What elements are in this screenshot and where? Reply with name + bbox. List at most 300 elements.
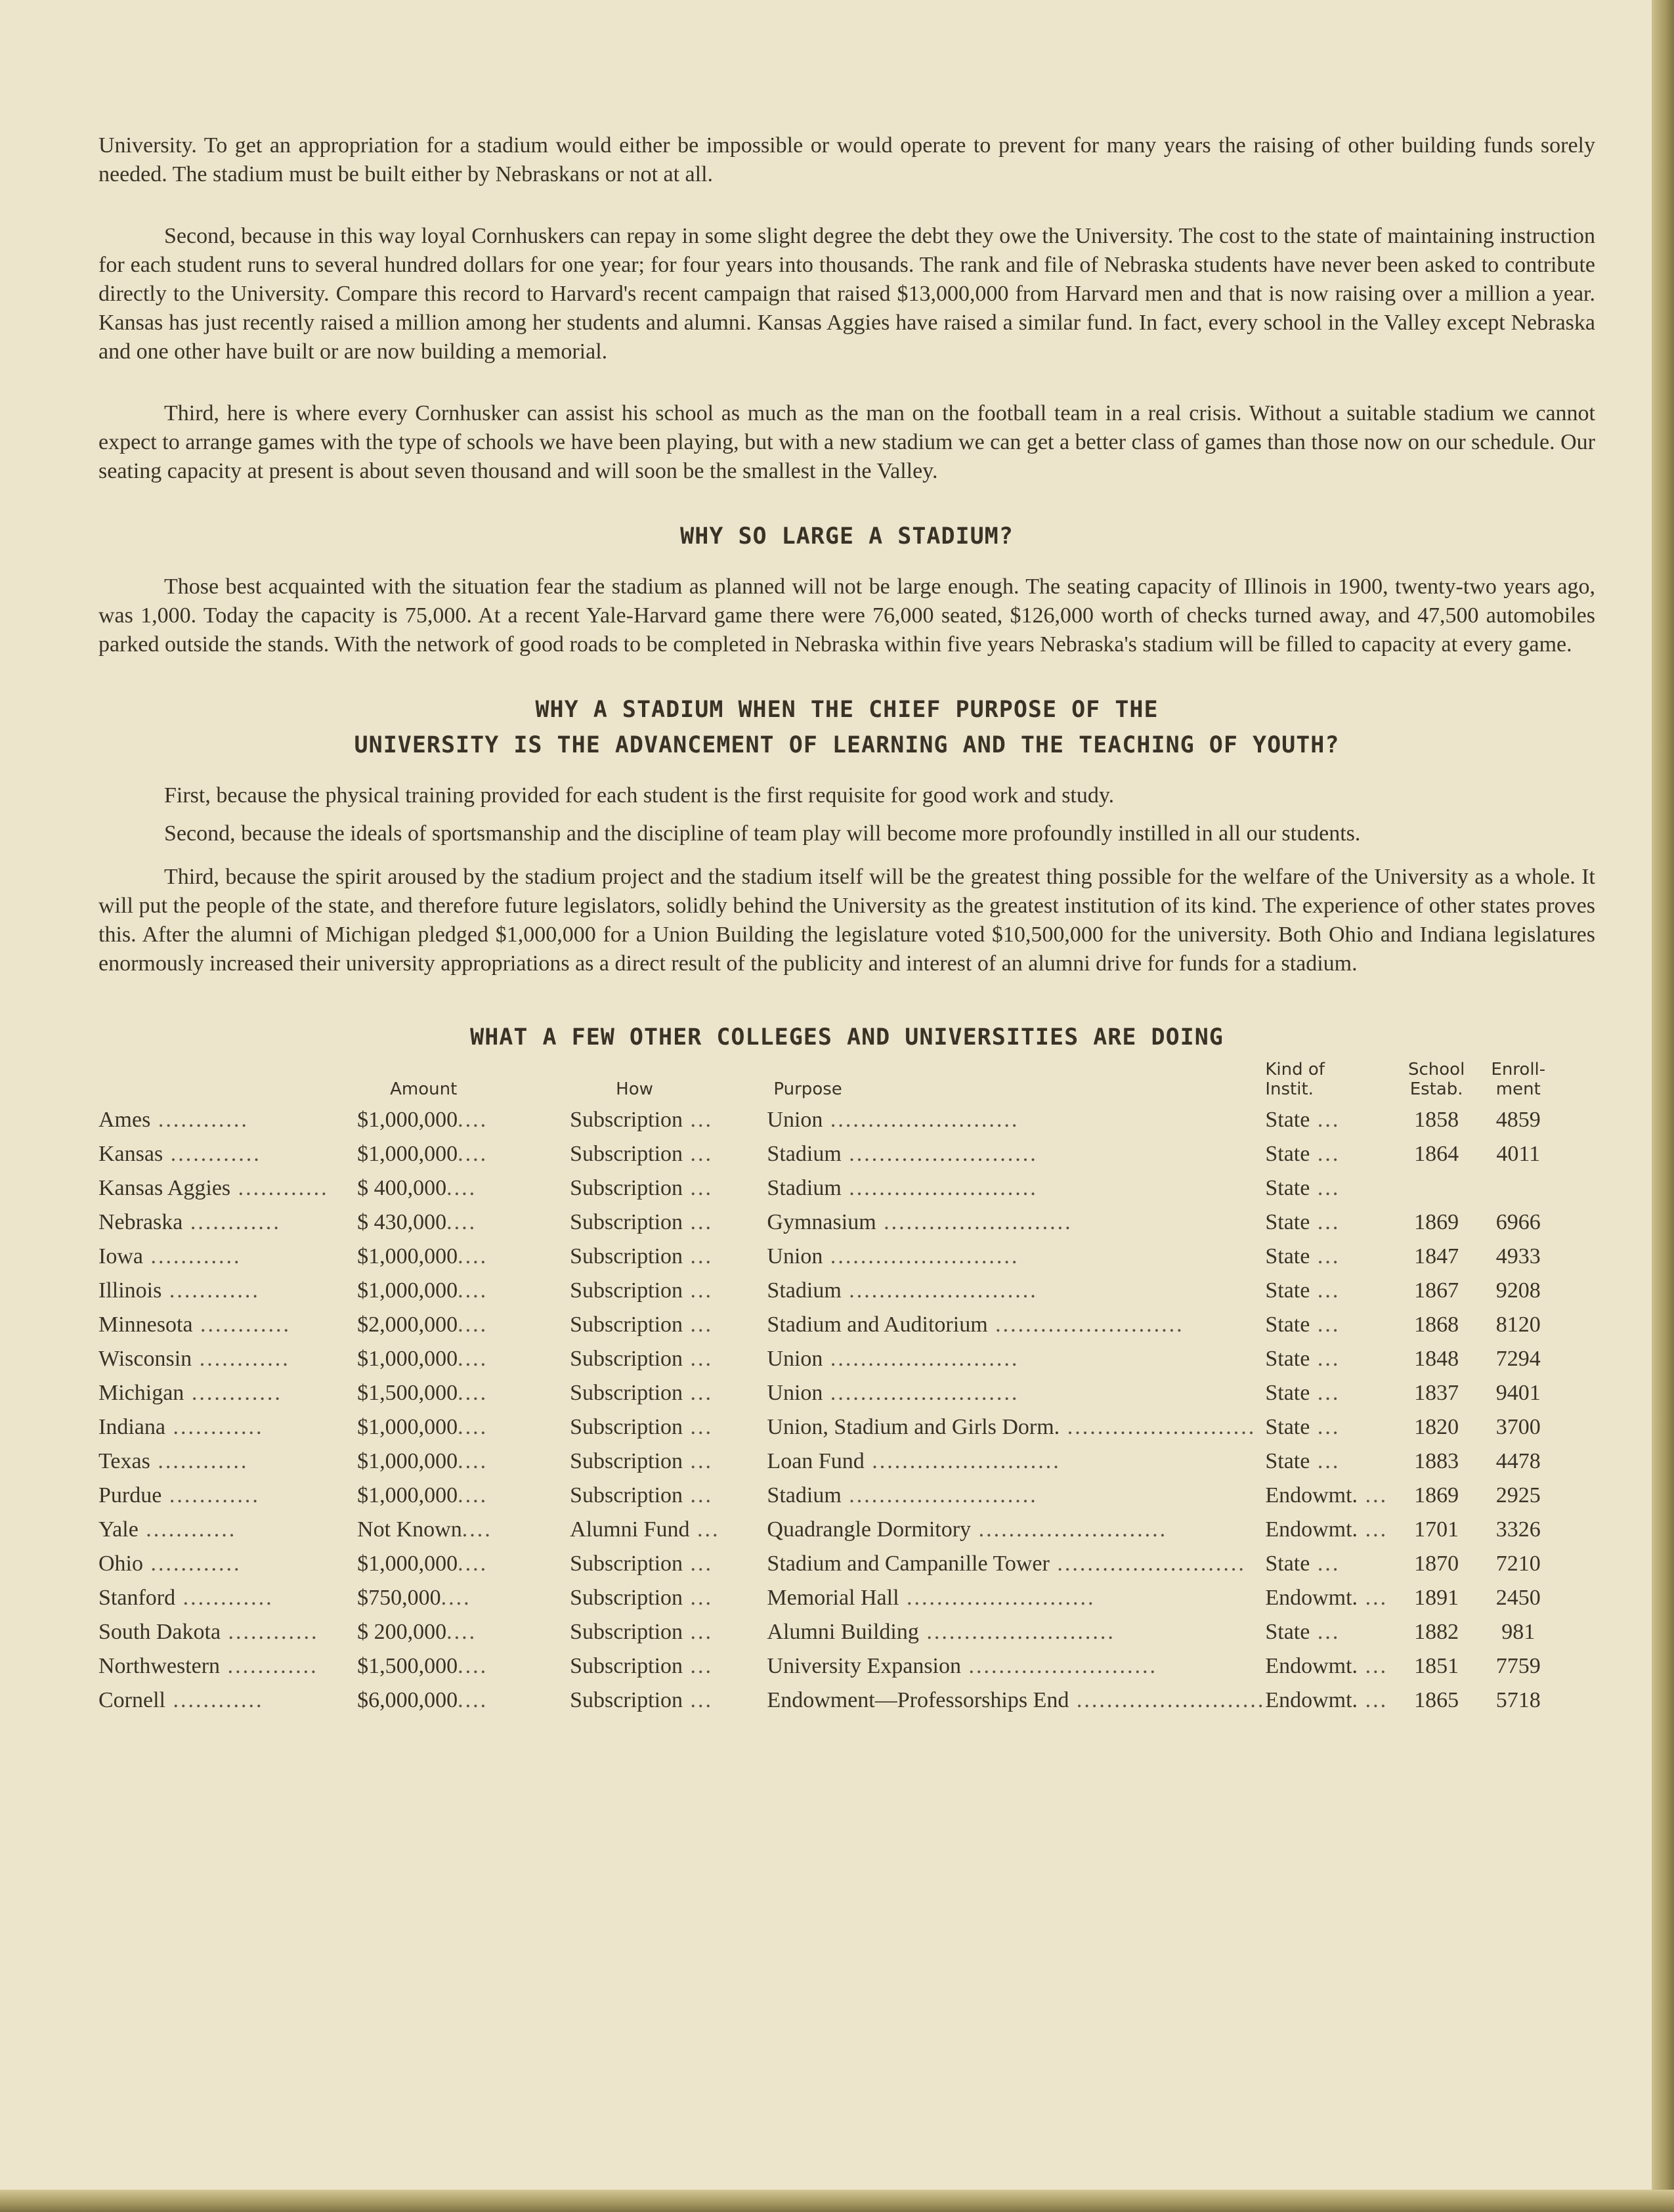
enroll-cell-text: 5718	[1495, 1688, 1541, 1712]
amount-cell-text: $1,000,000	[357, 1449, 458, 1473]
estab-cell-text: 1865	[1414, 1688, 1459, 1712]
leader-dots: ...	[683, 1483, 714, 1507]
kind-cell	[1265, 1205, 1395, 1240]
amount-cell-text: $1,000,000	[357, 1108, 458, 1132]
estab-cell	[1396, 1342, 1478, 1376]
estab-cell	[1396, 1513, 1478, 1547]
heading-why-so-large: WHY SO LARGE A STADIUM?	[680, 523, 1014, 550]
leader-dots: ...	[689, 1517, 720, 1542]
purpose-cell-text: Union	[767, 1381, 823, 1405]
table-row	[98, 1342, 1559, 1376]
leader-dots: ............	[163, 1142, 261, 1166]
enroll-cell	[1478, 1171, 1559, 1205]
kind-cell-text: State	[1265, 1381, 1310, 1405]
leader-dots: .........................	[823, 1108, 1019, 1132]
kind-cell	[1265, 1240, 1395, 1274]
college-name-text: Kansas Aggies	[98, 1176, 231, 1200]
header-estab	[1396, 1060, 1478, 1103]
leader-dots: ............	[161, 1483, 260, 1507]
amount-cell	[357, 1513, 570, 1547]
purpose-cell-text: Stadium and Campanille Tower	[767, 1551, 1050, 1576]
leader-dots: .........................	[841, 1483, 1038, 1507]
kind-cell	[1265, 1547, 1395, 1581]
kind-cell-text: Endowmt.	[1265, 1654, 1358, 1678]
purpose-cell	[767, 1376, 1265, 1410]
estab-cell-text: 1868	[1414, 1312, 1459, 1337]
leader-dots: .........................	[841, 1278, 1038, 1303]
leader-dots: ...	[1310, 1176, 1341, 1200]
leader-dots: ...	[1358, 1586, 1388, 1610]
leader-dots: ............	[150, 1108, 249, 1132]
estab-cell-text: 1882	[1414, 1620, 1459, 1644]
table-row	[98, 1444, 1559, 1479]
estab-cell	[1396, 1103, 1478, 1137]
purpose-cell-text: Loan Fund	[767, 1449, 865, 1473]
college-name-text: Michigan	[98, 1381, 184, 1405]
leader-dots: ...	[1358, 1483, 1388, 1507]
estab-cell-text: 1701	[1414, 1517, 1459, 1542]
how-cell-text: Subscription	[570, 1347, 683, 1371]
college-name-text: Ames	[98, 1108, 151, 1132]
table-row	[98, 1171, 1559, 1205]
table-row	[98, 1581, 1559, 1615]
purpose-cell-text: Union	[767, 1108, 823, 1132]
college-name-text: South Dakota	[98, 1620, 221, 1644]
college-name	[98, 1649, 357, 1683]
amount-cell-text: $6,000,000	[357, 1688, 458, 1712]
heading-chief-purpose-line1: WHY A STADIUM WHEN THE CHIEF PURPOSE OF THE	[535, 697, 1159, 723]
how-cell-text: Subscription	[570, 1142, 683, 1166]
leader-dots: ...	[683, 1176, 714, 1200]
leader-dots: ....	[458, 1244, 488, 1269]
leader-dots: ............	[175, 1586, 274, 1610]
leader-dots: ...	[683, 1142, 714, 1166]
leader-dots: ...	[1310, 1312, 1341, 1337]
purpose-cell-text: Alumni Building	[767, 1620, 919, 1644]
kind-cell-text: State	[1265, 1551, 1310, 1576]
amount-cell-text: $1,000,000	[357, 1415, 458, 1439]
estab-cell-text: 1820	[1414, 1415, 1459, 1439]
leader-dots: ...	[1358, 1517, 1388, 1542]
leader-dots: .........................	[987, 1312, 1184, 1337]
college-name	[98, 1547, 357, 1581]
leader-dots: ...	[683, 1278, 714, 1303]
college-name-text: Minnesota	[98, 1312, 193, 1337]
table-row	[98, 1137, 1559, 1171]
leader-dots: ...	[1310, 1415, 1341, 1439]
paragraph-third-reason: Third, here is where every Cornhusker can assist his school as much as the man on the football team in a real crisis. Without a suitable stadium we cannot expect to arrange games with the type of schools we have been playing, but with a new stadium we can get a better class of games than those now on our schedule. Our seating capacity at present is about seven thousand and will soon be the smallest in the Valley.	[98, 401, 1595, 483]
estab-cell	[1396, 1171, 1478, 1205]
header-estab-line2: Estab.	[1409, 1079, 1463, 1099]
how-cell-text: Subscription	[570, 1415, 683, 1439]
kind-cell	[1265, 1444, 1395, 1479]
college-name-text: Iowa	[98, 1244, 143, 1269]
header-kind	[1265, 1060, 1395, 1103]
leader-dots: ............	[220, 1654, 318, 1678]
college-name-text: Illinois	[98, 1278, 162, 1303]
estab-cell	[1396, 1205, 1478, 1240]
leader-dots: .........................	[1049, 1551, 1246, 1576]
how-cell	[570, 1240, 767, 1274]
estab-cell	[1396, 1137, 1478, 1171]
kind-cell	[1265, 1649, 1395, 1683]
table-row	[98, 1103, 1559, 1137]
how-cell	[570, 1308, 767, 1342]
leader-dots: ............	[165, 1688, 264, 1712]
leader-dots: .........................	[971, 1517, 1168, 1542]
leader-dots: ............	[230, 1176, 329, 1200]
enroll-cell-text: 8120	[1495, 1312, 1541, 1337]
kind-cell	[1265, 1308, 1395, 1342]
how-cell	[570, 1410, 767, 1444]
how-cell	[570, 1581, 767, 1615]
leader-dots: ...	[683, 1347, 714, 1371]
estab-cell	[1396, 1581, 1478, 1615]
enroll-cell	[1478, 1581, 1559, 1615]
amount-cell	[357, 1581, 570, 1615]
amount-cell	[357, 1615, 570, 1649]
table-row	[98, 1513, 1559, 1547]
how-cell	[570, 1137, 767, 1171]
leader-dots: ....	[446, 1620, 477, 1644]
enroll-cell-text: 7294	[1495, 1347, 1541, 1371]
purpose-cell	[767, 1308, 1265, 1342]
kind-cell	[1265, 1479, 1395, 1513]
header-estab-line1: School	[1407, 1060, 1465, 1079]
purpose-cell-text: Endowment—Professorships End	[767, 1688, 1069, 1712]
purpose-cell-text: Stadium	[767, 1483, 842, 1507]
estab-cell-text: 1869	[1414, 1210, 1459, 1234]
enroll-cell	[1478, 1683, 1559, 1718]
college-name-text: Yale	[98, 1517, 139, 1542]
leader-dots: ...	[1310, 1210, 1341, 1234]
purpose-cell-text: University Expansion	[767, 1654, 961, 1678]
leader-dots: ....	[458, 1142, 488, 1166]
table-row	[98, 1308, 1559, 1342]
estab-cell	[1396, 1649, 1478, 1683]
table-row	[98, 1376, 1559, 1410]
how-cell	[570, 1649, 767, 1683]
purpose-cell	[767, 1171, 1265, 1205]
how-cell-text: Subscription	[570, 1176, 683, 1200]
amount-cell-text: $ 430,000	[357, 1210, 447, 1234]
purpose-cell	[767, 1581, 1265, 1615]
header-purpose: Purpose	[773, 1079, 842, 1099]
enroll-cell-text: 7759	[1495, 1654, 1541, 1678]
enroll-cell	[1478, 1649, 1559, 1683]
purpose-cell	[767, 1444, 1265, 1479]
estab-cell-text: 1851	[1414, 1654, 1459, 1678]
leader-dots: ...	[1310, 1449, 1341, 1473]
amount-cell-text: $ 200,000	[357, 1620, 447, 1644]
leader-dots: ....	[458, 1347, 488, 1371]
college-name	[98, 1376, 357, 1410]
amount-cell-text: $1,500,000	[357, 1381, 458, 1405]
estab-cell	[1396, 1308, 1478, 1342]
estab-cell	[1396, 1479, 1478, 1513]
how-cell	[570, 1444, 767, 1479]
leader-dots: .........................	[823, 1244, 1019, 1269]
how-cell	[570, 1479, 767, 1513]
purpose-cell	[767, 1103, 1265, 1137]
college-name	[98, 1240, 357, 1274]
leader-dots: ....	[458, 1415, 488, 1439]
college-name-text: Stanford	[98, 1586, 176, 1610]
table-header-row	[98, 1060, 1559, 1103]
leader-dots: .........................	[876, 1210, 1073, 1234]
colleges-table	[98, 1060, 1559, 1718]
purpose-cell	[767, 1683, 1265, 1718]
amount-cell-text: $2,000,000	[357, 1312, 458, 1337]
leader-dots: ...	[1310, 1381, 1341, 1405]
leader-dots: ....	[446, 1176, 477, 1200]
kind-cell-text: Endowmt.	[1265, 1688, 1358, 1712]
purpose-cell-text: Stadium and Auditorium	[767, 1312, 988, 1337]
amount-cell-text: $1,000,000	[357, 1347, 458, 1371]
college-name	[98, 1342, 357, 1376]
kind-cell-text: State	[1265, 1415, 1310, 1439]
leader-dots: ............	[221, 1620, 319, 1644]
how-cell-text: Subscription	[570, 1210, 683, 1234]
table-row	[98, 1205, 1559, 1240]
how-cell-text: Subscription	[570, 1688, 683, 1712]
college-name	[98, 1410, 357, 1444]
kind-cell-text: State	[1265, 1210, 1310, 1234]
purpose-cell	[767, 1479, 1265, 1513]
kind-cell-text: State	[1265, 1176, 1310, 1200]
table-row	[98, 1240, 1559, 1274]
leader-dots: ....	[440, 1586, 471, 1610]
purpose-cell-text: Stadium	[767, 1278, 842, 1303]
table-body	[98, 1103, 1559, 1718]
amount-cell-text: $1,000,000	[357, 1278, 458, 1303]
header-enroll-line2: ment	[1495, 1079, 1541, 1099]
estab-cell	[1396, 1240, 1478, 1274]
amount-cell-text: $1,000,000	[357, 1551, 458, 1576]
header-name	[98, 1060, 357, 1103]
amount-cell-text: $1,000,000	[357, 1244, 458, 1269]
leader-dots: ...	[683, 1415, 714, 1439]
estab-cell-text: 1869	[1414, 1483, 1459, 1507]
enroll-cell	[1478, 1274, 1559, 1308]
estab-cell-text: 1891	[1414, 1586, 1459, 1610]
leader-dots: ....	[446, 1210, 477, 1234]
college-name	[98, 1103, 357, 1137]
leader-dots: .........................	[899, 1586, 1096, 1610]
college-name	[98, 1444, 357, 1479]
amount-cell	[357, 1240, 570, 1274]
college-name-text: Wisconsin	[98, 1347, 192, 1371]
how-cell	[570, 1547, 767, 1581]
leader-dots: ....	[458, 1483, 488, 1507]
kind-cell	[1265, 1581, 1395, 1615]
how-cell	[570, 1376, 767, 1410]
enroll-cell-text: 2925	[1495, 1483, 1541, 1507]
leader-dots: ...	[1358, 1688, 1388, 1712]
how-cell	[570, 1342, 767, 1376]
header-amount: Amount	[390, 1079, 458, 1099]
enroll-cell	[1478, 1205, 1559, 1240]
paragraph-purpose-first: First, because the physical training provided for each student is the first requisite for good work and study.	[164, 783, 1115, 808]
purpose-cell	[767, 1615, 1265, 1649]
table-row	[98, 1683, 1559, 1718]
leader-dots: .........................	[823, 1347, 1019, 1371]
kind-cell	[1265, 1103, 1395, 1137]
table-title: WHAT A FEW OTHER COLLEGES AND UNIVERSITIES ARE DOING	[470, 1024, 1224, 1051]
amount-cell	[357, 1683, 570, 1718]
college-name	[98, 1581, 357, 1615]
college-name	[98, 1205, 357, 1240]
leader-dots: ...	[1310, 1244, 1341, 1269]
paragraph-second-reason: Second, because in this way loyal Cornhuskers can repay in some slight degree the debt they owe the University. The cost to the state of maintaining instruction for each student runs to several hundred dollars for one year; for four years into thousands. The rank and file of Nebraska students have never been asked to contribute directly to the University. Compare this record to Harvard's recent campaign that raised $13,000,000 from Harvard men and that is now raising over a million a year. Kansas has just recently raised a million among her students and alumni. Kansas Aggies have raised a similar fund. In fact, every school in the Valley except Nebraska and one other have built or are now building a memorial.	[98, 224, 1595, 364]
leader-dots: ............	[143, 1551, 242, 1576]
purpose-cell-text: Gymnasium	[767, 1210, 876, 1234]
amount-cell	[357, 1410, 570, 1444]
paragraph-large-stadium: Those best acquainted with the situation fear the stadium as planned will not be large enough. The seating capacity of Illinois in 1900, twenty-two years ago, was 1,000. Today the capacity is 75,000. At a recent Yale-Harvard game there were 76,000 seated, $126,000 worth of checks turned away, and 47,500 automobiles parked outside the stands. With the network of good roads to be completed in Nebraska within five years Nebraska's stadium will be filled to capacity at every game.	[98, 575, 1595, 657]
enroll-cell-text: 9208	[1495, 1278, 1541, 1303]
amount-cell	[357, 1274, 570, 1308]
kind-cell-text: State	[1265, 1108, 1310, 1132]
how-cell-text: Subscription	[570, 1381, 683, 1405]
college-name	[98, 1513, 357, 1547]
leader-dots: .........................	[841, 1142, 1038, 1166]
kind-cell	[1265, 1683, 1395, 1718]
amount-cell-text: $1,000,000	[357, 1483, 458, 1507]
enroll-cell-text: 6966	[1495, 1210, 1541, 1234]
enroll-cell	[1478, 1444, 1559, 1479]
enroll-cell	[1478, 1308, 1559, 1342]
table-row	[98, 1547, 1559, 1581]
enroll-cell	[1478, 1240, 1559, 1274]
amount-cell	[357, 1103, 570, 1137]
table-row	[98, 1410, 1559, 1444]
purpose-cell-text: Stadium	[767, 1176, 842, 1200]
college-name	[98, 1274, 357, 1308]
amount-cell	[357, 1342, 570, 1376]
leader-dots: ...	[683, 1210, 714, 1234]
enroll-cell-text: 4478	[1495, 1449, 1541, 1473]
how-cell	[570, 1683, 767, 1718]
enroll-cell-text: 3326	[1495, 1517, 1541, 1542]
enroll-cell-text: 981	[1501, 1620, 1535, 1644]
estab-cell-text: 1847	[1414, 1244, 1459, 1269]
leader-dots: ...	[683, 1586, 714, 1610]
leader-dots: ....	[458, 1449, 488, 1473]
amount-cell	[357, 1444, 570, 1479]
kind-cell-text: State	[1265, 1244, 1310, 1269]
enroll-cell-text: 7210	[1495, 1551, 1541, 1576]
enroll-cell	[1478, 1479, 1559, 1513]
heading-chief-purpose-line2: UNIVERSITY IS THE ADVANCEMENT OF LEARNING AND THE TEACHING OF YOUTH?	[354, 732, 1340, 758]
college-name	[98, 1479, 357, 1513]
purpose-cell	[767, 1547, 1265, 1581]
leader-dots: ....	[458, 1688, 488, 1712]
estab-cell	[1396, 1683, 1478, 1718]
estab-cell-text: 1867	[1414, 1278, 1459, 1303]
college-name-text: Cornell	[98, 1688, 165, 1712]
leader-dots: .........................	[961, 1654, 1157, 1678]
leader-dots: ............	[138, 1517, 237, 1542]
leader-dots: ...	[683, 1108, 714, 1132]
enroll-cell	[1478, 1513, 1559, 1547]
leader-dots: ............	[184, 1381, 282, 1405]
leader-dots: .........................	[1060, 1415, 1256, 1439]
purpose-cell	[767, 1342, 1265, 1376]
college-name	[98, 1308, 357, 1342]
kind-cell-text: Endowmt.	[1265, 1586, 1358, 1610]
enroll-cell	[1478, 1342, 1559, 1376]
estab-cell-text: 1837	[1414, 1381, 1459, 1405]
purpose-cell-text: Stadium	[767, 1142, 842, 1166]
how-cell-text: Subscription	[570, 1449, 683, 1473]
estab-cell	[1396, 1547, 1478, 1581]
leader-dots: ............	[142, 1244, 242, 1269]
college-name-text: Ohio	[98, 1551, 143, 1576]
amount-cell-text: $ 400,000	[357, 1176, 447, 1200]
estab-cell	[1396, 1410, 1478, 1444]
amount-cell	[357, 1205, 570, 1240]
estab-cell	[1396, 1615, 1478, 1649]
how-cell-text: Subscription	[570, 1108, 683, 1132]
leader-dots: ....	[458, 1654, 488, 1678]
college-name-text: Indiana	[98, 1415, 165, 1439]
leader-dots: .........................	[841, 1176, 1038, 1200]
enroll-cell	[1478, 1410, 1559, 1444]
college-name	[98, 1683, 357, 1718]
leader-dots: ...	[683, 1449, 714, 1473]
college-name-text: Nebraska	[98, 1210, 183, 1234]
leader-dots: ...	[683, 1551, 714, 1576]
college-name-text: Northwestern	[98, 1654, 221, 1678]
purpose-cell	[767, 1513, 1265, 1547]
amount-cell-text: $1,000,000	[357, 1142, 458, 1166]
page-edge-right	[1652, 0, 1674, 2212]
purpose-cell-text: Union	[767, 1244, 823, 1269]
purpose-cell-text: Union	[767, 1347, 823, 1371]
kind-cell-text: State	[1265, 1278, 1310, 1303]
leader-dots: ....	[461, 1517, 492, 1542]
paragraph-purpose-third: Third, because the spirit aroused by the stadium project and the stadium itself will be the greatest thing possible for the welfare of the University as a whole. It will put the people of the state, and therefore future legislators, solidly behind the University as the greatest institution of its kind. The experience of other states proves this. After the alumni of Michigan pledged $1,000,000 for a Union Building the legislature voted $10,500,000 for the university. Both Ohio and Indiana legislatures enormously increased their university appropriations as a direct result of the publicity and interest of an alumni drive for funds for a stadium.	[98, 865, 1595, 976]
how-cell-text: Subscription	[570, 1551, 683, 1576]
leader-dots: ............	[182, 1210, 281, 1234]
kind-cell	[1265, 1513, 1395, 1547]
leader-dots: ............	[161, 1278, 260, 1303]
college-name	[98, 1615, 357, 1649]
how-cell	[570, 1274, 767, 1308]
kind-cell	[1265, 1376, 1395, 1410]
kind-cell-text: State	[1265, 1620, 1310, 1644]
colleges-table-section	[98, 1024, 1595, 1718]
how-cell-text: Subscription	[570, 1620, 683, 1644]
college-name	[98, 1171, 357, 1205]
leader-dots: ...	[1310, 1278, 1341, 1303]
kind-cell	[1265, 1137, 1395, 1171]
how-cell	[570, 1205, 767, 1240]
kind-cell-text: State	[1265, 1347, 1310, 1371]
college-name-text: Texas	[98, 1449, 150, 1473]
how-cell-text: Subscription	[570, 1278, 683, 1303]
amount-cell-text: Not Known	[357, 1517, 462, 1542]
header-enroll	[1478, 1060, 1559, 1103]
enroll-cell-text: 4859	[1495, 1108, 1541, 1132]
enroll-cell	[1478, 1103, 1559, 1137]
paragraph-university-continued: University. To get an appropriation for a stadium would either be impossible or would operate to prevent for many years the raising of other building funds sorely needed. The stadium must be built either by Nebraskans or not at all.	[98, 133, 1595, 186]
leader-dots: ....	[458, 1312, 488, 1337]
kind-cell-text: State	[1265, 1312, 1310, 1337]
header-enroll-line1: Enroll-	[1491, 1060, 1546, 1079]
amount-cell	[357, 1479, 570, 1513]
enroll-cell-text: 9401	[1495, 1381, 1541, 1405]
